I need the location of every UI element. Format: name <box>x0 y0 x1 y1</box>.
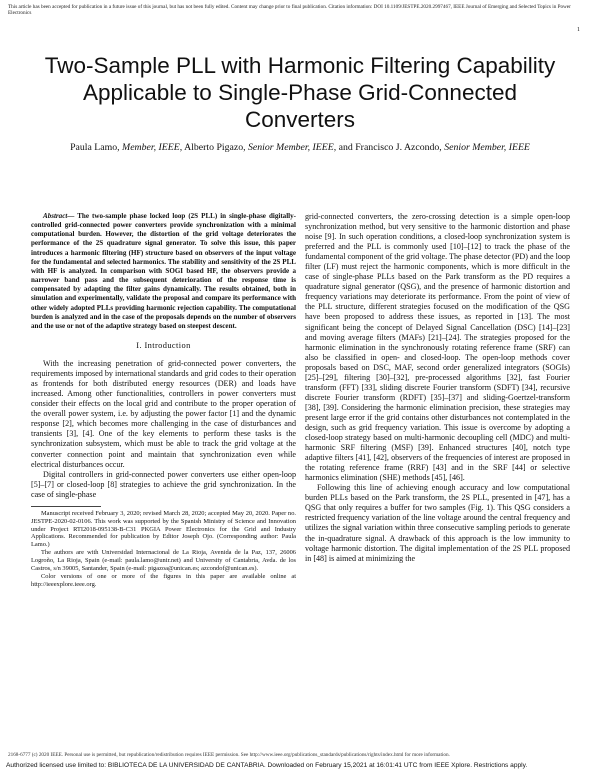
author-name: Paula Lamo, <box>70 142 120 153</box>
paper-title: Two-Sample PLL with Harmonic Filtering Capability Applicable to Single-Phase Grid-Connected Converters <box>44 53 556 132</box>
left-column <box>31 212 296 589</box>
author-role: Member, IEEE, <box>122 142 183 153</box>
footnote-manuscript: Manuscript received February 3, 2020; revised March 28, 2020; accepted May 20, 2020. Paper no. JESTPE-2020-02-0106. This work was supported by the Spanish Ministry of Science and Innovation under Project RTI2018-095138-B-C31 PKGIA Power Electronics for the Grid and Industry Applications. Recommended for publication by Editor Joseph Ojo. (Corresponding author: Paula Lamo.) <box>31 509 296 549</box>
footnote-affiliations: The authors are with Universidad Internacional de La Rioja, Avenida de la Paz, 137, 26006 Logroño, La Rioja, Spain (e-mail: paula.lamo@unir.net) and University of Cantabria, Avda. de los Castros, s/n 39005, Santander, Spain (e-mail: pigazoa@unican.es; azcondof@unican.es). <box>31 549 296 573</box>
authorized-use-notice: Authorized licensed use limited to: BIBLIOTECA DE LA UNIVERSIDAD DE CANTABRIA. Downloaded on February 15,2021 at 16:01:41 UTC from IEEE Xplore. Restrictions apply. <box>6 762 528 769</box>
journal-notice: This article has been accepted for publication in a future issue of this journal, but has not been fully edited. Content may change prior to final publication. Citation information: DOI 10.1109/JESTPE.2020.2997467, IEEE Journal of Emerging and Selected Topics in Power Electronics <box>8 4 571 17</box>
footnote-divider <box>31 506 101 507</box>
abstract <box>31 212 296 331</box>
right-paragraph-1: grid-connected converters, the zero-crossing detection is a simple open-loop synchronization method, but very sensitive to the harmonic distortion and phase noise [9]. In such operation conditions, a closed-loop synchronization system is preferred and the PLL is commonly used [10]–[12] to track the phase of the fundamental component of the grid voltage. The phase detector (PD) and the loop filter (LF) must reject the harmonic components, which is more difficult in the case of single-phase PLLs based on the Park transform as the PD requires a quadrature signal generator (QSG), and the presence of harmonic distortion and frequency variations may deteriorate its performance. From the point of view of the PLL structure, different strategies focused on the modification of the QSG have been proposed to address these issues, as reported in [13]. The most significant being the concept of Delayed Signal Cancellation (DSC) [14]–[23] and moving average filters (MAFs) [21]–[24]. The strategies proposed for the harmonic elimination in the synchronously rotating reference frame (SRF) can also be classified in open- and closed-loop. The open-loop methods cover proposals based on DSC, MAF, second order generalized integrators (SOGIs) [25]–[29], filtering [30]–[32], pre-processed algorithms [32], fast Fourier transform (FFT) [33], sliding discrete Fourier transform (SDFT) [34], recursive discrete Fourier transform (RDFT) [35]–[37] and sliding-Goertzel-transform [38], [39]. Considering the harmonic elimination precision, these strategies may present large error if the grid contains other disturbances not contemplated in the design, such as grid frequency variation. This issue is overcome by adopting a closed-loop strategy based on multi-harmonic decoupling cell (MDC) and multi-harmonic SRF filtering (MSF) [39]. Enhanced structures [40], notch type adaptive filters [41], [42], observers of the frequencies of interest are proposed in the rotating reference frame (RRF) [43] and in the SRF [44] or selective harmonics elimination (SHE) methods [45], [46]. <box>305 212 570 483</box>
right-paragraph-2: Following this line of achieving enough accuracy and low computational burden PLLs based on the Park transform, the 2S PLL, presented in [47], has a QSG that only requires a buffer for two samples (Fig. 1). This QSG considers a restricted frequency variation of the line voltage around the central frequency and utilizes the signal variation within three consecutive sampling periods to generate the in-quadrature signal. A drawback of this approach is the low immunity to voltage harmonic distortion. The digital implementation of the 2S PLL proposed in [48] is aimed at minimizing the <box>305 483 570 563</box>
section-heading-introduction: I. Introduction <box>136 341 191 351</box>
page-number: 1 <box>577 27 580 33</box>
abstract-label: Abstract <box>43 212 68 220</box>
copyright-notice: 2168-6777 (c) 2020 IEEE. Personal use is permitted, but republication/redistribution requires IEEE permission. See http://www.ieee.org/publications_standards/publications/rights/index.html for more information. <box>8 752 450 758</box>
author-role: Senior Member, IEEE <box>444 142 530 153</box>
footnote-color: Color versions of one or more of the figures in this paper are available online at http://ieeexplore.ieee.org. <box>31 572 296 588</box>
author-name: Alberto Pigazo, <box>184 142 246 153</box>
abstract-text: — The two-sample phase locked loop (2S PLL) in single-phase digitally-controlled grid-connected power converters provide synchronization with a minimal computational burden. However, the distortion of the grid voltage deteriorates the performance of the 2S quadrature signal generator. To solve this issue, this paper introduces a harmonic filtering (HF) structure based on observers of the input voltage for the fundamental and selected harmonics. The stability and sensitivity of the 2S PLL with HF is analyzed. In comparison with SOGI based HF, the observers provide a narrower band pass and the subsequent deterioration of the response time is compensated by adapting the filter gains dynamically. The results obtained, both in simulation and experimentally, validate the proposal and compare its performance with other widely adopted PLLs providing harmonic rejection capability. The computational burden is analyzed and in the case of the proposals depends on the number of observers and the use or not of the adaptive strategy based on steepest descent. <box>31 212 296 330</box>
author-list <box>40 142 560 154</box>
right-column <box>305 212 570 564</box>
intro-paragraph-1: With the increasing penetration of grid-connected power converters, the requirements imposed by international standards and grid codes to their operation as frontends for both distributed energy resources (DER) and loads have increased. Among other functionalities, controllers in power converters must consider their effects on the local grid and contribute to the proper operation of the overall power system, i.e. by adjusting the power factor [1] and the dynamic response [2], which becomes more challenging in the case of disturbances and transients [3], [4]. One of the key elements to perform these tasks is the synchronization subsystem, which must be able to track the grid voltage at the converter connection point and maintain that synchronization even while electrical disturbances occur. <box>31 359 296 469</box>
intro-paragraph-2: Digital controllers in grid-connected power converters use either open-loop [5]–[7] or closed-loop [8] strategies to achieve the grid synchronization. In the case of single-phase <box>31 469 296 499</box>
author-name: and Francisco J. Azcondo, <box>338 142 442 153</box>
author-role: Senior Member, IEEE, <box>248 142 337 153</box>
